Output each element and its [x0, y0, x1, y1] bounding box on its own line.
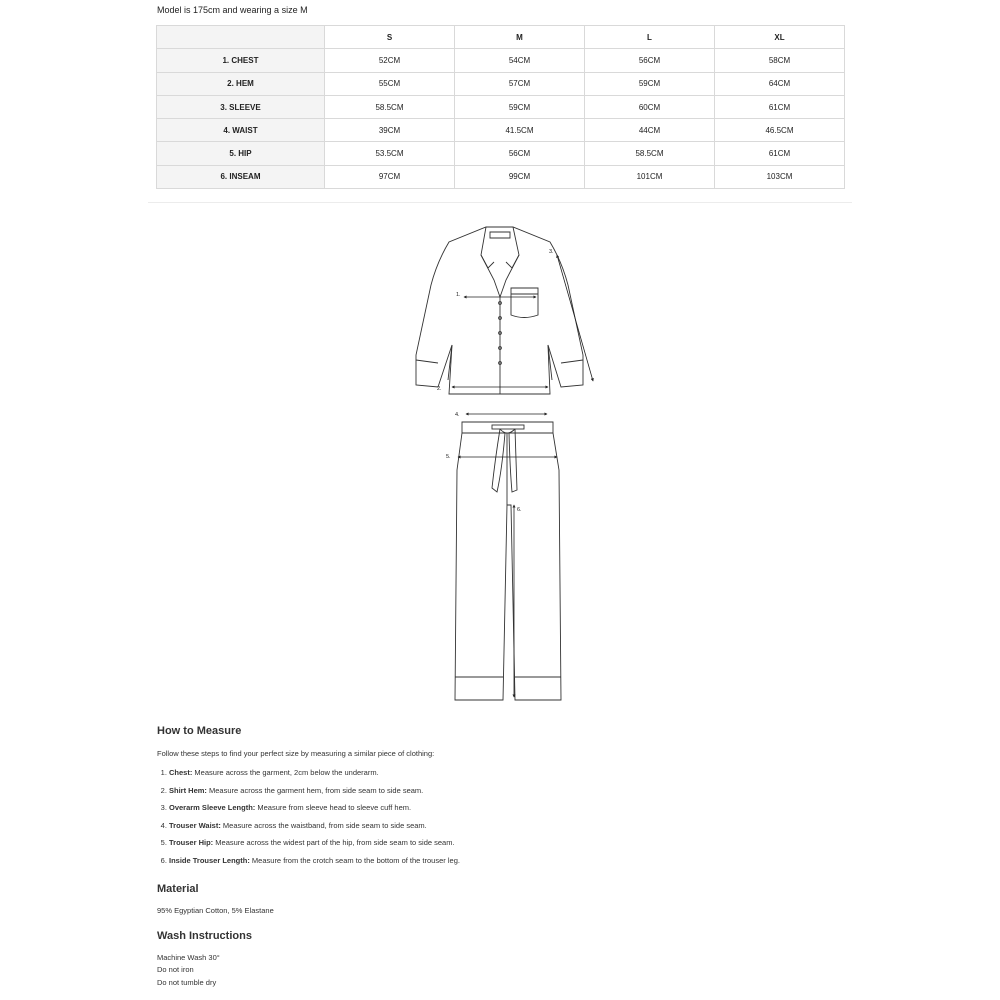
- info-section: [157, 725, 857, 989]
- inseam-label: 6.: [517, 507, 522, 513]
- measurement-value: 55CM: [325, 72, 455, 95]
- list-item: [169, 767, 857, 785]
- hem-label: 2.: [437, 386, 442, 392]
- waist-label: 4.: [455, 412, 460, 418]
- step-text: Measure from the crotch seam to the bottom of the trouser leg.: [249, 855, 460, 865]
- how-to-measure-intro: Follow these steps to find your perfect size by measuring a similar piece of clothing:: [157, 749, 435, 758]
- list-item: [169, 820, 857, 838]
- step-text: Measure across the waistband, from side seam to side seam.: [220, 820, 427, 830]
- measurement-label: 1. CHEST: [157, 49, 325, 72]
- step-term: Trouser Waist:: [169, 820, 221, 830]
- size-header: M: [455, 26, 585, 49]
- step-term: Shirt Hem:: [169, 785, 207, 795]
- step-term: Overarm Sleeve Length:: [169, 803, 256, 812]
- size-chart-table: [156, 25, 845, 189]
- measurement-label: 4. WAIST: [157, 119, 325, 142]
- size-header: S: [325, 26, 455, 49]
- measurement-value: 60CM: [585, 95, 715, 118]
- section-divider: [148, 202, 852, 203]
- measurement-value: 57CM: [455, 72, 585, 95]
- measurement-value: 59CM: [455, 95, 585, 118]
- measurement-value: 52CM: [325, 49, 455, 72]
- measure-steps-list: [157, 767, 857, 872]
- table-row: [157, 95, 845, 118]
- step-term: Trouser Hip:: [169, 838, 214, 847]
- material-heading: Material: [157, 883, 199, 895]
- how-to-measure-heading: How to Measure: [157, 725, 242, 737]
- material-text: 95% Egyptian Cotton, 5% Elastane: [157, 906, 274, 915]
- measurement-value: 103CM: [715, 165, 845, 188]
- measurement-label: 5. HIP: [157, 142, 325, 165]
- measurement-value: 58.5CM: [585, 142, 715, 165]
- model-note: Model is 175cm and wearing a size M: [157, 5, 308, 15]
- measurement-value: 58CM: [715, 49, 845, 72]
- measurement-label: 6. INSEAM: [157, 165, 325, 188]
- size-header-row: [157, 26, 845, 49]
- table-row: [157, 165, 845, 188]
- measurement-value: 41.5CM: [455, 119, 585, 142]
- table-row: [157, 142, 845, 165]
- measurement-value: 46.5CM: [715, 119, 845, 142]
- wash-line: Do not iron: [157, 965, 194, 974]
- measure-arrows: [452, 255, 593, 697]
- wash-instructions: [157, 952, 857, 990]
- table-row: [157, 72, 845, 95]
- table-row: [157, 49, 845, 72]
- measurement-value: 56CM: [455, 142, 585, 165]
- measurement-value: 59CM: [585, 72, 715, 95]
- wash-line: Machine Wash 30°: [157, 952, 220, 962]
- measurement-label: 3. SLEEVE: [157, 95, 325, 118]
- trouser-drawing: [455, 422, 561, 700]
- garment-measurement-diagram: [400, 220, 600, 710]
- list-item: [169, 802, 857, 820]
- measurement-value: 97CM: [325, 165, 455, 188]
- size-header: L: [585, 26, 715, 49]
- measurement-value: 61CM: [715, 142, 845, 165]
- step-text: Measure across the widest part of the hip, from side seam to side seam.: [213, 838, 455, 847]
- shirt-drawing: [416, 227, 583, 394]
- measurement-value: 99CM: [455, 165, 585, 188]
- sleeve-label: 3.: [549, 249, 554, 255]
- step-text: Measure from sleeve head to sleeve cuff hem.: [255, 803, 412, 812]
- table-corner-cell: [157, 26, 325, 49]
- step-text: Measure across the garment hem, from side seam to side seam.: [206, 785, 424, 795]
- list-item: [169, 785, 857, 803]
- size-header: XL: [715, 26, 845, 49]
- step-term: Inside Trouser Length:: [169, 855, 250, 865]
- measurement-value: 39CM: [325, 119, 455, 142]
- wash-line: Do not tumble dry: [157, 977, 217, 987]
- step-text: Measure across the garment, 2cm below the underarm.: [192, 768, 379, 777]
- chest-label: 1.: [456, 292, 461, 298]
- list-item: [169, 837, 857, 855]
- measurement-value: 44CM: [585, 119, 715, 142]
- step-term: Chest:: [169, 768, 193, 777]
- measurement-value: 101CM: [585, 165, 715, 188]
- measurement-value: 56CM: [585, 49, 715, 72]
- table-row: [157, 119, 845, 142]
- measurement-value: 58.5CM: [325, 95, 455, 118]
- list-item: [169, 855, 857, 873]
- measurement-value: 61CM: [715, 95, 845, 118]
- sleeve-arrow: [557, 255, 593, 381]
- measurement-value: 53.5CM: [325, 142, 455, 165]
- wash-heading: Wash Instructions: [157, 929, 252, 942]
- measurement-label: 2. HEM: [157, 72, 325, 95]
- measurement-value: 54CM: [455, 49, 585, 72]
- hip-label: 5.: [446, 454, 451, 460]
- measurement-value: 64CM: [715, 72, 845, 95]
